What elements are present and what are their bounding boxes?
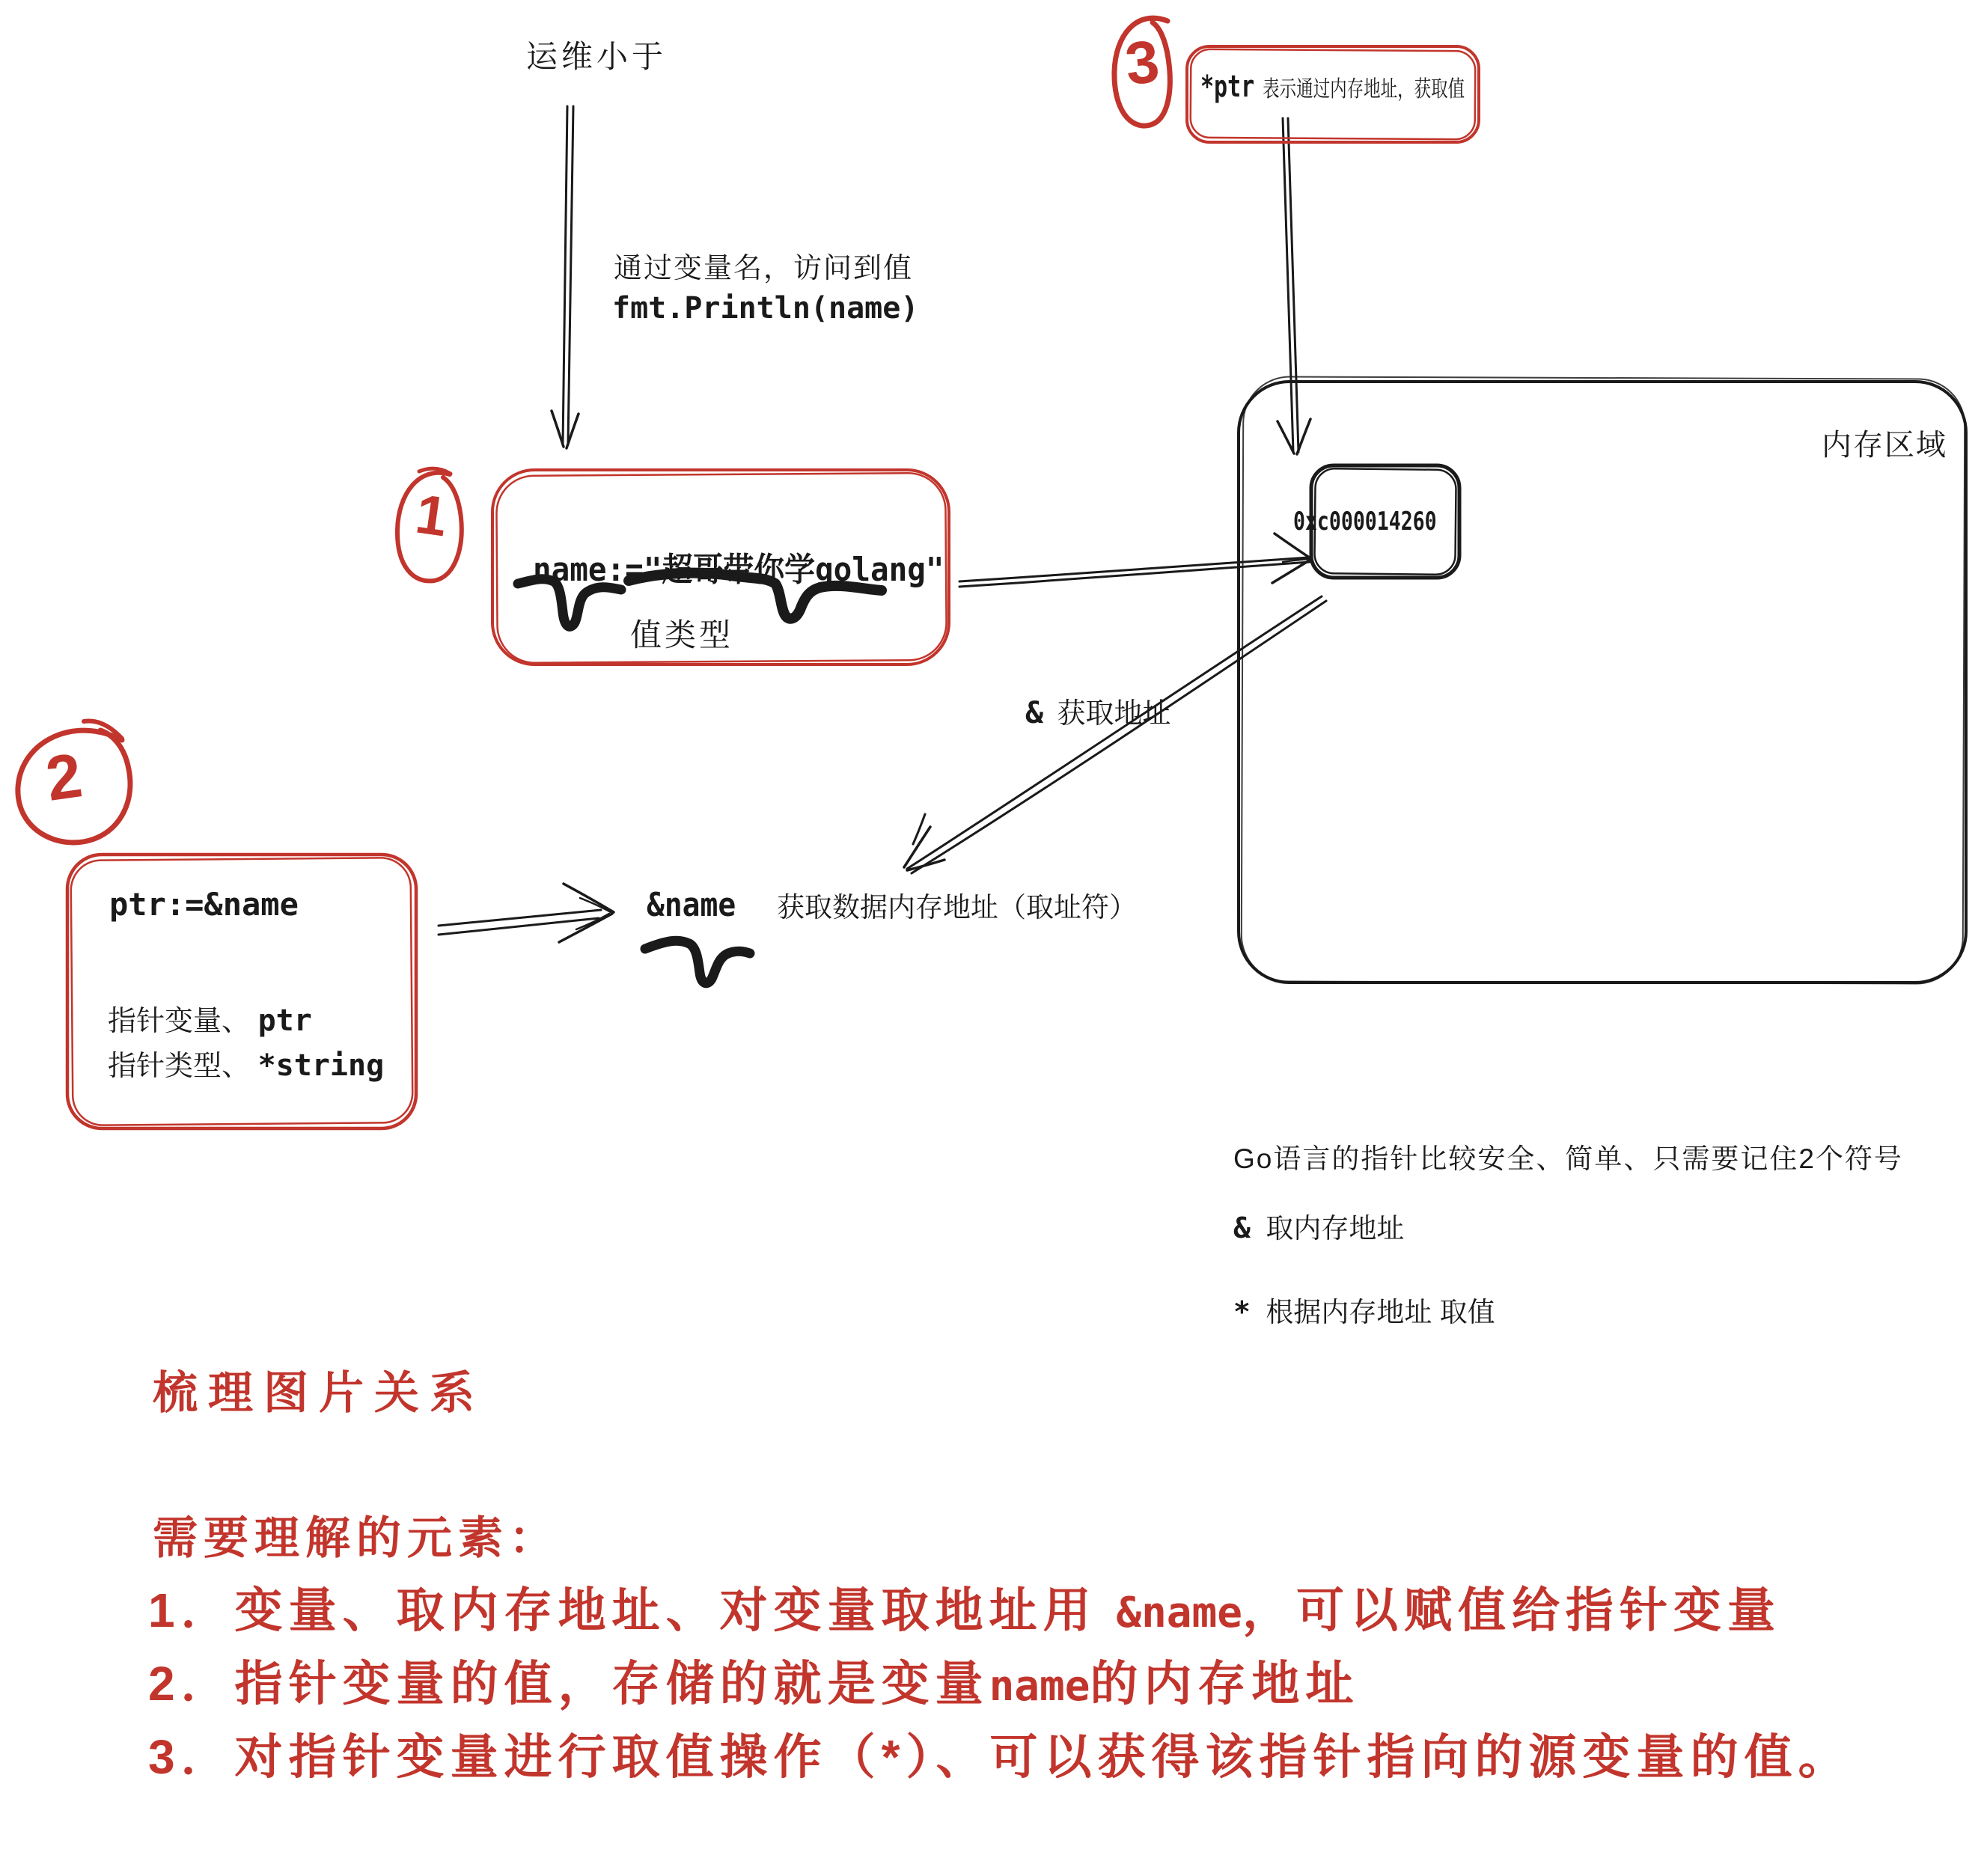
get-address-symbol: & bbox=[1025, 696, 1044, 730]
arrow-ptr-head-top bbox=[564, 884, 614, 912]
arrow-author-head-left bbox=[552, 411, 564, 447]
arrow-name-to-address-line1 bbox=[959, 557, 1308, 581]
summary-item-2 bbox=[148, 1657, 1360, 1711]
step2-code: ptr:=&name bbox=[109, 886, 299, 923]
step2-badge: 2 bbox=[41, 739, 87, 814]
arrow-ptr-to-ampname-line1 bbox=[439, 910, 601, 926]
get-address-text: 获取地址 bbox=[1057, 698, 1171, 730]
memory-address-value: 0xc000014260 bbox=[1293, 507, 1437, 537]
arrow-address-to-ampname-line2 bbox=[912, 601, 1326, 873]
summary-subtitle: 需要理解的元素： bbox=[153, 1513, 560, 1563]
memory-region-label: 内存区域 bbox=[1822, 429, 1947, 462]
summary-item-3: 3．对指针变量进行取值操作（*）、可以获得该指针指向的源变量的值。 bbox=[148, 1730, 1852, 1784]
access-note-code: fmt.Println(name) bbox=[612, 291, 919, 326]
arrow-ptr-to-ampname-line2 bbox=[439, 918, 599, 935]
summary-title: 梳理图片关系 bbox=[153, 1368, 485, 1418]
arrow-deref-to-address-line1 bbox=[1283, 118, 1293, 452]
summary-item1-code: &name bbox=[1116, 1589, 1242, 1637]
go-note-amp-symbol: & bbox=[1233, 1212, 1251, 1244]
arrow-ptr-head-bottom bbox=[559, 914, 612, 942]
step2-line1-code: ptr bbox=[257, 1003, 312, 1038]
arrow-address-to-ampname-line1 bbox=[907, 596, 1322, 869]
step2-line2-label: 指针类型、 bbox=[108, 1051, 251, 1082]
arrow-name-head-top bbox=[1275, 534, 1310, 558]
author-label: 运维小于 bbox=[526, 39, 668, 74]
arrow-ptr-head-inner-bottom bbox=[576, 914, 609, 929]
summary-item1-pre: 1．变量、取内存地址、对变量取地址用 bbox=[148, 1583, 1117, 1637]
step3-code: *ptr bbox=[1200, 70, 1255, 104]
ampname-code: &name bbox=[647, 886, 736, 924]
squiggle-under-ampname bbox=[645, 941, 750, 983]
arrow-name-to-address-line2 bbox=[959, 562, 1310, 587]
go-note-line1: Go语言的指针比较安全、简单、只需要记住2个符号 bbox=[1233, 1143, 1903, 1174]
access-note-line1: 通过变量名，访问到值 bbox=[614, 253, 914, 284]
step3-line bbox=[1200, 72, 1465, 102]
step3-badge: 3 bbox=[1122, 27, 1162, 98]
ampname-desc: 获取数据内存地址（取址符） bbox=[777, 892, 1137, 923]
step2-line2-code: *string bbox=[257, 1048, 385, 1083]
summary-item1-post: ，可以赋值给指针变量 bbox=[1242, 1583, 1781, 1637]
step3-text: 表示通过内存地址，获取值 bbox=[1263, 77, 1465, 102]
go-note-star-text: 根据内存地址 取值 bbox=[1266, 1297, 1495, 1327]
arrow-author-to-name-line1 bbox=[563, 106, 567, 444]
arrow-deref-to-address-line2 bbox=[1288, 118, 1298, 452]
step1-caption: 值类型 bbox=[630, 617, 734, 653]
summary-item2-post: 的内存地址 bbox=[1090, 1657, 1360, 1711]
summary-item-1 bbox=[148, 1583, 1781, 1637]
go-note-star-symbol: * bbox=[1233, 1295, 1251, 1328]
step1-badge: 1 bbox=[412, 482, 451, 549]
address-box-content bbox=[1293, 465, 1459, 578]
go-note-amp-text: 取内存地址 bbox=[1266, 1213, 1405, 1244]
step1-code: name:="超哥带你学golang" bbox=[533, 551, 944, 589]
summary-item2-pre: 2．指针变量的值，存储的就是变量 bbox=[148, 1657, 989, 1711]
arrow-author-to-name-line2 bbox=[568, 106, 573, 444]
summary-item2-code: name bbox=[989, 1662, 1090, 1711]
step2-line1-label: 指针变量、 bbox=[108, 1006, 251, 1037]
